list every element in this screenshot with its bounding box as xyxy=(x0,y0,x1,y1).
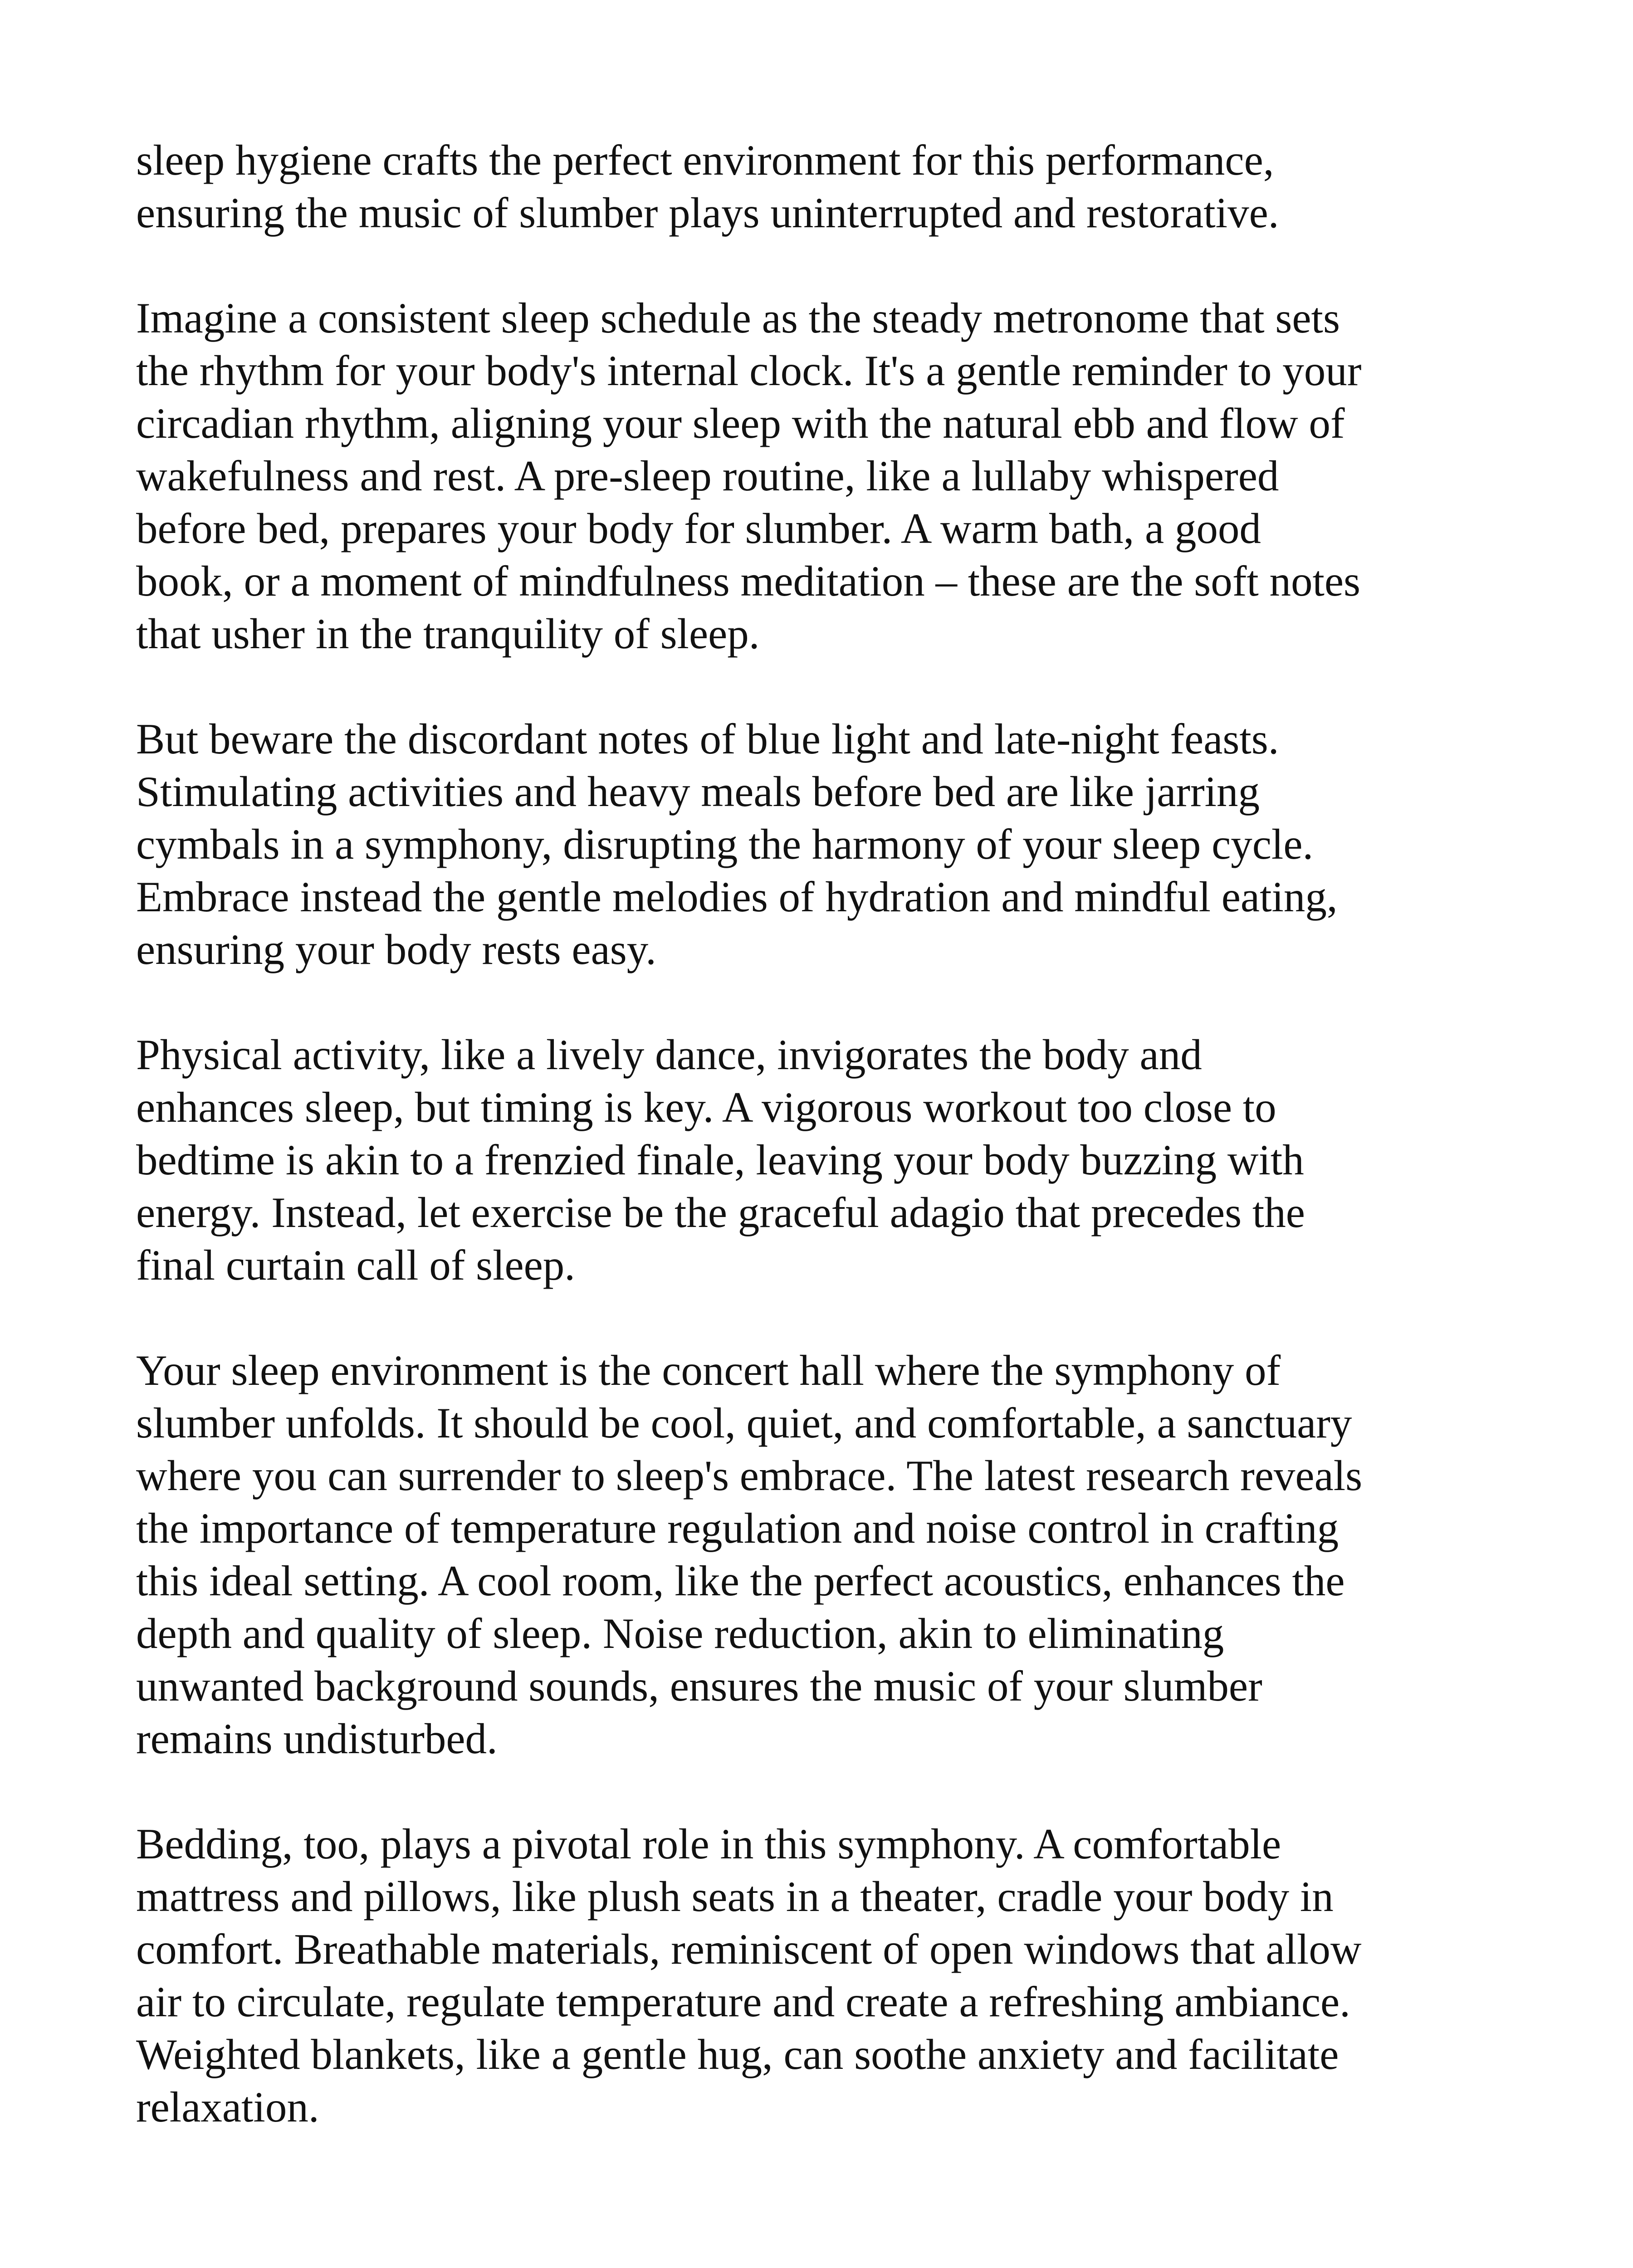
text-line: mattress and pillows, like plush seats in a theater, cradle your body in xyxy=(136,1872,1334,1921)
text-line: where you can surrender to sleep's embrace. The latest research reveals xyxy=(136,1452,1363,1500)
text-line: enhances sleep, but timing is key. A vigorous workout too close to xyxy=(136,1083,1276,1131)
text-line: the importance of temperature regulation and noise control in crafting xyxy=(136,1504,1339,1552)
text-line: bedtime is akin to a frenzied finale, leaving your body buzzing with xyxy=(136,1136,1304,1184)
text-line: relaxation. xyxy=(136,2083,319,2131)
text-line: wakefulness and rest. A pre-sleep routine, like a lullaby whispered xyxy=(136,452,1279,500)
text-line: air to circulate, regulate temperature and create a refreshing ambiance. xyxy=(136,1978,1350,2026)
text-line: slumber unfolds. It should be cool, quiet, and comfortable, a sanctuary xyxy=(136,1399,1352,1447)
text-line: cymbals in a symphony, disrupting the harmony of your sleep cycle. xyxy=(136,820,1314,868)
text-line: ensuring the music of slumber plays uninterrupted and restorative. xyxy=(136,189,1279,237)
text-line: Your sleep environment is the concert hall where the symphony of xyxy=(136,1346,1281,1394)
text-line: book, or a moment of mindfulness meditation – these are the soft notes xyxy=(136,557,1361,605)
body-text xyxy=(136,134,1506,2186)
paragraph xyxy=(136,292,1506,660)
text-line: circadian rhythm, aligning your sleep with the natural ebb and flow of xyxy=(136,399,1345,447)
text-line: that usher in the tranquility of sleep. xyxy=(136,610,760,658)
text-line: this ideal setting. A cool room, like the perfect acoustics, enhances the xyxy=(136,1557,1345,1605)
text-line: Stimulating activities and heavy meals before bed are like jarring xyxy=(136,767,1260,816)
text-line: But beware the discordant notes of blue light and late-night feasts. xyxy=(136,715,1279,763)
paragraph xyxy=(136,1028,1506,1291)
text-line: depth and quality of sleep. Noise reduction, akin to eliminating xyxy=(136,1609,1224,1657)
text-line: final curtain call of sleep. xyxy=(136,1241,576,1289)
text-line: ensuring your body rests easy. xyxy=(136,925,656,973)
paragraph xyxy=(136,713,1506,976)
text-line: before bed, prepares your body for slumber. A warm bath, a good xyxy=(136,504,1261,552)
text-line: Weighted blankets, like a gentle hug, can soothe anxiety and facilitate xyxy=(136,2030,1339,2078)
text-line: unwanted background sounds, ensures the music of your slumber xyxy=(136,1662,1262,1710)
text-line: sleep hygiene crafts the perfect environment for this performance, xyxy=(136,136,1274,184)
text-line: the rhythm for your body's internal clock. It's a gentle reminder to your xyxy=(136,347,1362,395)
paragraph xyxy=(136,134,1506,239)
text-line: remains undisturbed. xyxy=(136,1715,498,1763)
text-line: comfort. Breathable materials, reminiscent of open windows that allow xyxy=(136,1925,1362,1973)
text-line: Physical activity, like a lively dance, invigorates the body and xyxy=(136,1031,1202,1079)
text-line: Embrace instead the gentle melodies of hydration and mindful eating, xyxy=(136,873,1338,921)
paragraph xyxy=(136,1818,1506,2133)
paragraph xyxy=(136,1344,1506,1765)
text-line: energy. Instead, let exercise be the graceful adagio that precedes the xyxy=(136,1188,1305,1237)
text-line: Bedding, too, plays a pivotal role in this symphony. A comfortable xyxy=(136,1820,1281,1868)
text-line: Imagine a consistent sleep schedule as the steady metronome that sets xyxy=(136,294,1340,342)
